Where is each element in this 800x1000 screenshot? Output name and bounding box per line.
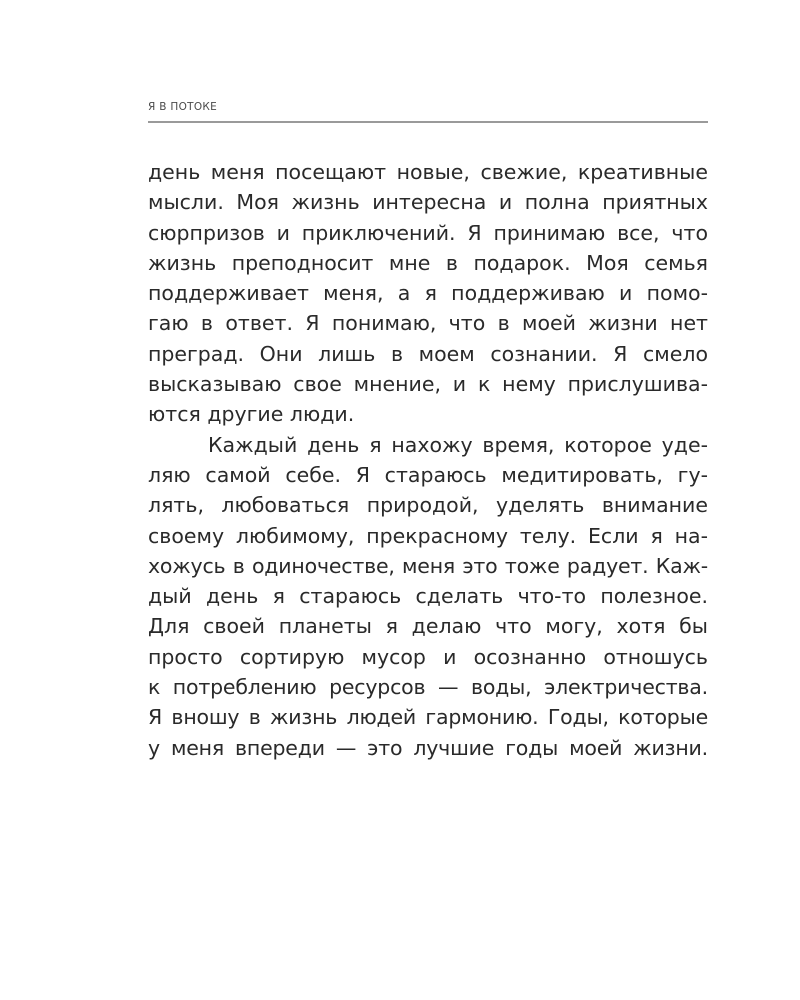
- text-line: дый день я стараюсь сделать что-то полезное.: [148, 584, 708, 609]
- text-line: гаю в ответ. Я понимаю, что в моей жизни нет: [148, 311, 708, 336]
- text-line: жизнь преподносит мне в подарок. Моя семья: [148, 250, 708, 275]
- text-line: хожусь в одиночестве, меня это тоже радует. Каж-: [148, 553, 708, 578]
- body-text: [148, 157, 708, 763]
- text-line: лять, любоваться природой, уделять внимание: [148, 493, 708, 518]
- text-line: мысли. Моя жизнь интересна и полна приятных: [148, 190, 708, 215]
- paragraph: [148, 430, 708, 763]
- running-header: Я В ПОТОКЕ: [148, 101, 218, 113]
- text-line: у меня впереди — это лучшие годы моей жизни.: [148, 735, 708, 760]
- text-line: просто сортирую мусор и осознанно отношусь: [148, 644, 708, 669]
- text-line: Для своей планеты я делаю что могу, хотя бы: [148, 614, 708, 639]
- text-line: ляю самой себе. Я стараюсь медитировать, гу-: [148, 462, 708, 487]
- text-line: Я вношу в жизнь людей гармонию. Годы, которые: [148, 705, 708, 730]
- text-line: ются другие люди.: [148, 402, 355, 427]
- text-line: поддерживает меня, а я поддерживаю и помо-: [148, 281, 708, 306]
- text-line: день меня посещают новые, свежие, креативные: [148, 160, 708, 184]
- paragraph: [148, 157, 708, 430]
- text-line: преград. Они лишь в моем сознании. Я смело: [148, 341, 708, 366]
- text-line: к потреблению ресурсов — воды, электричества.: [148, 675, 708, 700]
- text-line: сюрпризов и приключений. Я принимаю все, что: [148, 220, 708, 245]
- text-line: высказываю свое мнение, и к нему прислушива-: [148, 372, 708, 397]
- text-line: своему любимому, прекрасному телу. Если я на-: [148, 523, 708, 548]
- text-line: Каждый день я нахожу время, которое уде-: [208, 432, 708, 457]
- header-rule: [148, 121, 708, 123]
